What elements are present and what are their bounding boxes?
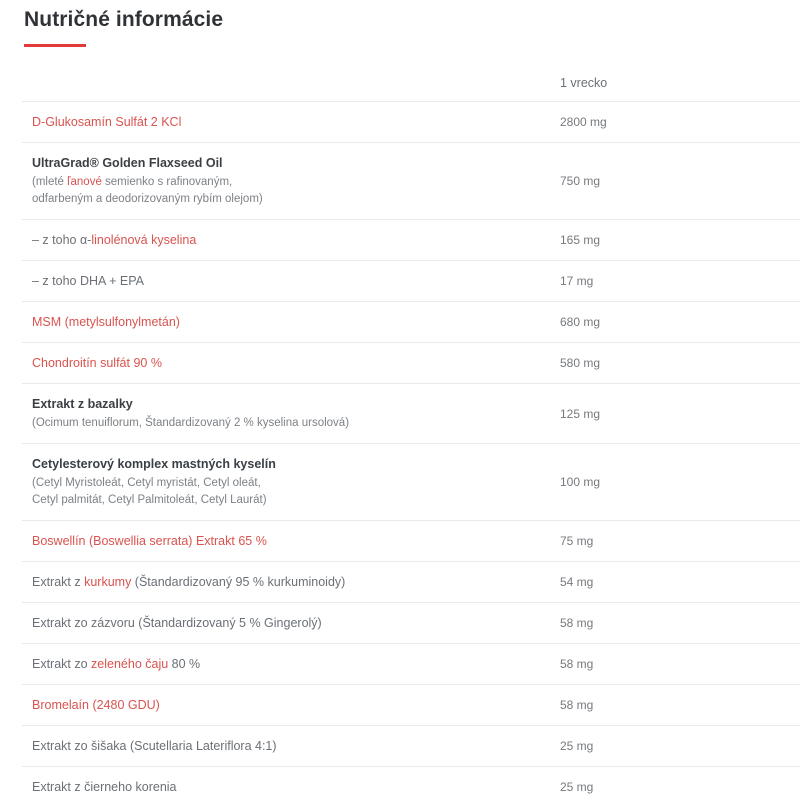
ingredient-name-part: Extrakt zo — [32, 657, 91, 671]
ingredient-name — [32, 354, 544, 372]
ingredient-name — [32, 696, 544, 714]
table-row — [22, 384, 800, 444]
table-row — [22, 767, 800, 807]
ingredient-name-part: (metylsulfonylmetán) — [65, 315, 180, 329]
ingredient-name-cell — [22, 384, 548, 444]
ingredient-amount-cell: 58 mg — [548, 603, 800, 644]
ingredient-name-part: linolénová kyselina — [91, 233, 196, 247]
table-body — [22, 102, 800, 807]
ingredient-description — [32, 415, 544, 432]
ingredient-name-cell — [22, 726, 548, 767]
table-row — [22, 143, 800, 220]
table-header — [22, 65, 800, 102]
ingredient-name — [32, 778, 544, 796]
ingredient-name-cell — [22, 644, 548, 685]
ingredient-description-part: (Cetyl Myristoleát, Cetyl myristát, Cetyl oleát, — [32, 477, 261, 489]
ingredient-name-part: Extrakt z — [32, 575, 84, 589]
table-row — [22, 220, 800, 261]
ingredient-name-part: MSM — [32, 315, 65, 329]
ingredient-name-part: Bromelaín (2480 GDU) — [32, 698, 160, 712]
table-row — [22, 603, 800, 644]
ingredient-name-cell — [22, 143, 548, 220]
ingredient-name-cell — [22, 261, 548, 302]
ingredient-name-part: zeleného čaju — [91, 657, 168, 671]
ingredient-name-cell — [22, 562, 548, 603]
table-row — [22, 644, 800, 685]
ingredient-name — [32, 455, 544, 473]
ingredient-name-cell — [22, 521, 548, 562]
ingredient-amount-cell: 2800 mg — [548, 102, 800, 143]
ingredient-name-cell — [22, 220, 548, 261]
ingredient-amount-cell: 25 mg — [548, 767, 800, 807]
table-row — [22, 521, 800, 562]
table-row — [22, 562, 800, 603]
ingredient-description — [32, 174, 544, 208]
ingredient-amount-cell: 54 mg — [548, 562, 800, 603]
title-underline — [24, 44, 86, 47]
ingredient-amount-cell: 25 mg — [548, 726, 800, 767]
table-row — [22, 726, 800, 767]
ingredient-amount-cell: 165 mg — [548, 220, 800, 261]
ingredient-name-part: Cetylesterový komplex mastných kyselín — [32, 457, 276, 471]
ingredient-name-part: – z toho DHA + EPA — [32, 274, 144, 288]
ingredient-amount-cell: 17 mg — [548, 261, 800, 302]
ingredient-amount-cell: 100 mg — [548, 444, 800, 521]
ingredient-name-part: (Štandardizovaný 95 % kurkuminoidy) — [131, 575, 345, 589]
ingredient-name — [32, 113, 544, 131]
ingredient-description-part: odfarbeným a deodorizovaným rybím olejom) — [32, 193, 263, 205]
ingredient-description-part: ľanové — [67, 176, 102, 188]
ingredient-name — [32, 573, 544, 591]
ingredient-name — [32, 231, 544, 249]
nutrition-table — [22, 65, 800, 807]
ingredient-description-part: Cetyl palmitát, Cetyl Palmitoleát, Cetyl Laurát) — [32, 494, 267, 506]
table-row — [22, 685, 800, 726]
ingredient-name — [32, 313, 544, 331]
table-row — [22, 102, 800, 143]
page-title: Nutričné informácie — [24, 0, 778, 34]
ingredient-name-part: – z toho α- — [32, 233, 91, 247]
ingredient-name-cell — [22, 302, 548, 343]
ingredient-name-part: 80 % — [168, 657, 200, 671]
ingredient-name-part: Extrakt z bazalky — [32, 397, 133, 411]
column-header-name — [22, 65, 548, 102]
ingredient-amount-cell: 750 mg — [548, 143, 800, 220]
ingredient-amount-cell: 58 mg — [548, 685, 800, 726]
ingredient-name-cell — [22, 685, 548, 726]
table-row — [22, 343, 800, 384]
ingredient-name-cell — [22, 102, 548, 143]
table-row — [22, 444, 800, 521]
ingredient-name-cell — [22, 767, 548, 807]
ingredient-name-part: UltraGrad® Golden Flaxseed Oil — [32, 156, 223, 170]
ingredient-name — [32, 737, 544, 755]
ingredient-name-part: Extrakt zo šišaka (Scutellaria Lateriflora 4:1) — [32, 739, 277, 753]
ingredient-name — [32, 655, 544, 673]
ingredient-name-cell — [22, 603, 548, 644]
ingredient-name — [32, 395, 544, 413]
table-row — [22, 302, 800, 343]
ingredient-name — [32, 614, 544, 632]
ingredient-amount-cell: 680 mg — [548, 302, 800, 343]
ingredient-name-part: Extrakt zo zázvoru (Štandardizovaný 5 % Gingerolý) — [32, 616, 322, 630]
ingredient-description-part: (mleté — [32, 176, 67, 188]
ingredient-name-part: Chondroitín sulfát 90 % — [32, 356, 162, 370]
ingredient-description-part: semienko s rafinovaným, — [102, 176, 232, 188]
ingredient-name-part: Boswellín (Boswellia serrata) Extrakt 65 % — [32, 534, 267, 548]
ingredient-name-cell — [22, 343, 548, 384]
table-row — [22, 261, 800, 302]
column-header-amount: 1 vrecko — [548, 65, 800, 102]
ingredient-description — [32, 475, 544, 509]
ingredient-amount-cell: 125 mg — [548, 384, 800, 444]
ingredient-name-part: Extrakt z čierneho korenia — [32, 780, 177, 794]
ingredient-name — [32, 532, 544, 550]
ingredient-amount-cell: 75 mg — [548, 521, 800, 562]
ingredient-name — [32, 272, 544, 290]
ingredient-amount-cell: 580 mg — [548, 343, 800, 384]
table-header-row — [22, 65, 800, 102]
ingredient-name-part: D-Glukosamín Sulfát 2 KCl — [32, 115, 181, 129]
ingredient-name-part: kurkumy — [84, 575, 131, 589]
ingredient-description-part: (Ocimum tenuiflorum, Štandardizovaný 2 % kyselina ursolová) — [32, 417, 349, 429]
ingredient-name-cell — [22, 444, 548, 521]
ingredient-name — [32, 154, 544, 172]
ingredient-amount-cell: 58 mg — [548, 644, 800, 685]
